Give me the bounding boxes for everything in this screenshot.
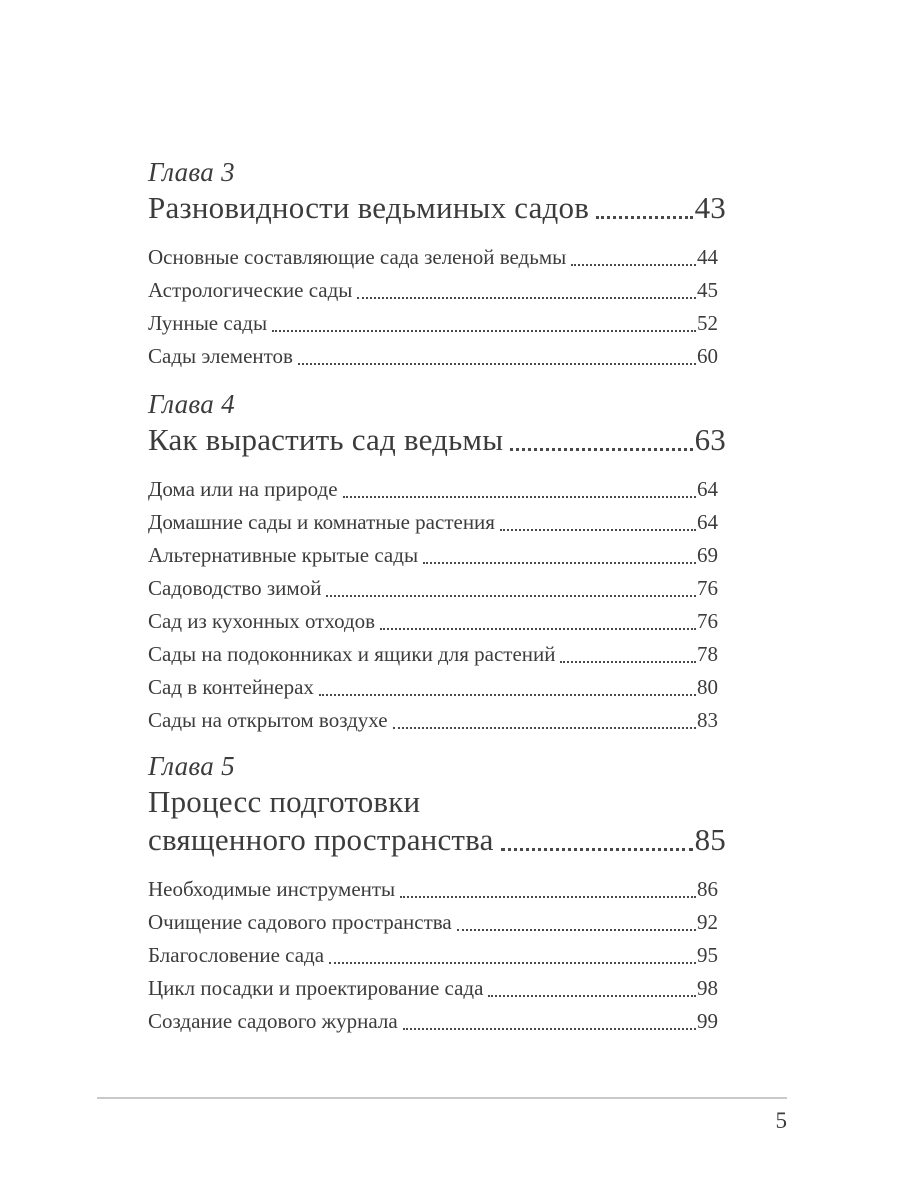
chapter-title: Как вырастить сад ведьмы — [148, 422, 504, 457]
toc-entry — [148, 671, 718, 704]
toc-entry — [148, 473, 718, 506]
toc-entry-page: 98 — [697, 976, 718, 1000]
toc-entry-page: 76 — [697, 609, 718, 633]
toc-entry-page: 78 — [697, 642, 718, 666]
dot-leader — [571, 264, 696, 266]
toc-entry-title: Альтернативные крытые сады — [148, 543, 419, 567]
toc-entry — [148, 906, 718, 939]
dot-leader — [510, 448, 692, 451]
toc-entry — [148, 572, 718, 605]
toc-entry-title: Основные составляющие сада зеленой ведьмы — [148, 245, 567, 269]
dot-leader — [329, 962, 696, 964]
footer-divider — [97, 1097, 787, 1099]
chapter-label: Глава 5 — [148, 751, 235, 781]
toc-entry-title: Сады на открытом воздухе — [148, 708, 388, 732]
toc-entry-page: 44 — [697, 245, 718, 269]
toc-entry — [148, 241, 718, 274]
chapter-title-row — [148, 821, 726, 859]
dot-leader — [343, 496, 696, 498]
toc-entry-title: Астрологические сады — [148, 278, 353, 302]
toc-entry-page: 95 — [697, 943, 718, 967]
toc-entry-page: 60 — [697, 344, 718, 368]
dot-leader — [400, 896, 696, 898]
toc-entry-title: Домашние сады и комнатные растения — [148, 510, 495, 534]
dot-leader — [298, 363, 696, 365]
toc-entry-title: Дома или на природе — [148, 477, 338, 501]
chapter-title-line-1: Процесс подготовки — [148, 784, 421, 819]
toc-entry — [148, 274, 718, 307]
toc-entry — [148, 873, 718, 906]
toc-entry-title: Цикл посадки и проектирование сада — [148, 976, 484, 1000]
toc-entry-page: 45 — [697, 278, 718, 302]
dot-leader — [423, 562, 696, 564]
chapter-title-line-2: священного пространства — [148, 822, 494, 857]
dot-leader — [272, 330, 696, 332]
chapter-entries — [148, 241, 718, 373]
chapter-5-section — [148, 749, 726, 1038]
chapter-page-number: 63 — [694, 422, 726, 457]
toc-entry-title: Садоводство зимой — [148, 576, 322, 600]
toc-entry — [148, 506, 718, 539]
dot-leader — [596, 216, 693, 219]
toc-entry-title: Сады на подоконниках и ящики для растений — [148, 642, 556, 666]
chapter-title-row — [148, 421, 726, 459]
toc-entry-page: 76 — [697, 576, 718, 600]
toc-entry-page: 64 — [697, 477, 718, 501]
toc-entry — [148, 939, 718, 972]
page-number: 5 — [775, 1108, 787, 1133]
toc-entry-page: 83 — [697, 708, 718, 732]
chapter-title: Разновидности ведьминых садов — [148, 190, 590, 225]
dot-leader — [501, 848, 693, 851]
toc-entry-page: 64 — [697, 510, 718, 534]
chapter-label: Глава 3 — [148, 157, 235, 187]
dot-leader — [393, 727, 696, 729]
toc-entry — [148, 1005, 718, 1038]
toc-entry-page: 86 — [697, 877, 718, 901]
chapter-label: Глава 4 — [148, 389, 235, 419]
dot-leader — [500, 529, 696, 531]
toc-entry-title: Благословение сада — [148, 943, 325, 967]
dot-leader — [560, 661, 696, 663]
dot-leader — [319, 694, 696, 696]
toc-entry — [148, 340, 718, 373]
dot-leader — [380, 628, 696, 630]
toc-entry-title: Лунные сады — [148, 311, 268, 335]
toc-entry — [148, 972, 718, 1005]
toc-entry — [148, 307, 718, 340]
toc-entry-title: Сад из кухонных отходов — [148, 609, 376, 633]
toc-entry-title: Сады элементов — [148, 344, 293, 368]
toc-entry — [148, 704, 718, 737]
dot-leader — [357, 297, 696, 299]
chapter-entries — [148, 873, 718, 1038]
toc-entry-title: Очищение садового пространства — [148, 910, 452, 934]
toc-entry-page: 99 — [697, 1009, 718, 1033]
chapter-title-row — [148, 189, 726, 227]
chapter-4-section — [148, 387, 726, 737]
toc-entry-page: 92 — [697, 910, 718, 934]
dot-leader — [457, 929, 696, 931]
toc-entry-title: Сад в контейнерах — [148, 675, 314, 699]
chapter-page-number: 43 — [694, 190, 726, 225]
toc-entry — [148, 638, 718, 671]
toc-entry-page: 52 — [697, 311, 718, 335]
toc-entry-page: 80 — [697, 675, 718, 699]
toc-entry-title: Создание садового журнала — [148, 1009, 398, 1033]
dot-leader — [326, 595, 696, 597]
chapter-3-section — [148, 155, 726, 373]
toc-entry-page: 69 — [697, 543, 718, 567]
dot-leader — [488, 995, 696, 997]
chapter-page-number: 85 — [694, 822, 726, 857]
toc-entry — [148, 605, 718, 638]
dot-leader — [403, 1028, 696, 1030]
toc-entry-title: Необходимые инструменты — [148, 877, 396, 901]
toc-entry — [148, 539, 718, 572]
chapter-entries — [148, 473, 718, 737]
